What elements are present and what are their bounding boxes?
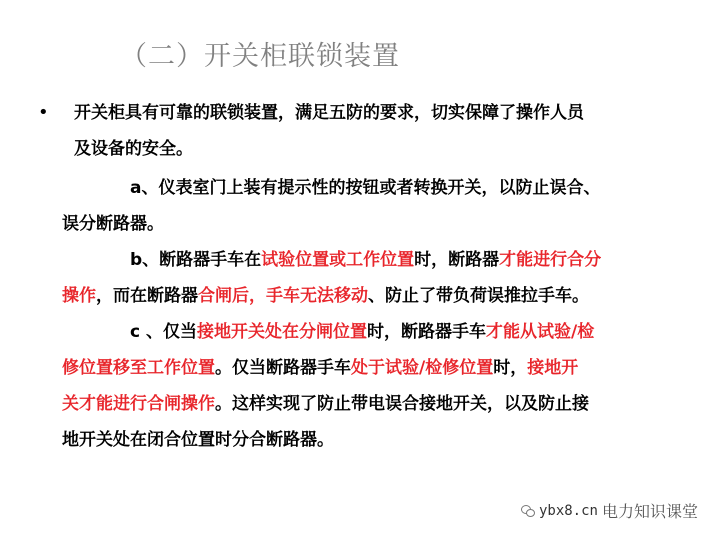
highlight-text: 修位置移至工作位置	[62, 358, 215, 378]
highlight-text: 才能从试验/检	[486, 322, 595, 342]
text-run: c 、仅当	[130, 322, 197, 342]
wechat-icon	[521, 505, 535, 517]
text-run: b、断路器手车在	[130, 250, 262, 270]
item-a-line-2: 误分断路器。	[62, 214, 164, 234]
highlight-text: 操作	[62, 286, 96, 306]
text-run: 时，断路器	[414, 250, 500, 270]
item-c-line-1	[130, 314, 594, 350]
intro-line-2: 及设备的安全。	[74, 139, 193, 159]
text-run: 、防止了带负荷误推拉手车。	[368, 286, 589, 306]
item-c-line-4: 地开关处在闭合位置时分合断路器。	[62, 430, 334, 450]
highlight-text: 接地开	[527, 358, 579, 378]
item-b-line-1	[130, 242, 601, 278]
highlight-text: 合闸后，手车无法移动	[198, 286, 368, 306]
site-label: ybx8.cn	[538, 502, 598, 519]
item-b-line-2	[62, 278, 589, 314]
watermark	[521, 499, 698, 522]
text-run: 时，断路器手车	[367, 322, 486, 342]
highlight-text: 接地开关处在分闸位置	[197, 322, 367, 342]
highlight-text: 关才能进行合闸操作	[62, 394, 215, 414]
item-c-line-3	[62, 386, 589, 422]
item-c-line-2	[62, 350, 578, 386]
page-title: （二）开关柜联锁装置	[120, 41, 400, 72]
highlight-text: 才能进行合分	[499, 250, 602, 270]
highlight-text: 处于试验/检修位置	[351, 358, 494, 378]
text-run: ，而在断路器	[96, 286, 198, 306]
brand-label: 电力知识课堂	[601, 502, 698, 521]
text-run: 。这样实现了防止带电误合接地开关，以及防止接	[215, 394, 589, 414]
intro-line-1: 开关柜具有可靠的联锁装置，满足五防的要求，切实保障了操作人员	[74, 103, 584, 123]
text-run: 。仅当断路器手车	[215, 358, 351, 378]
text-run: 时，	[493, 358, 528, 378]
highlight-text: 试验位置或工作位置	[261, 250, 415, 270]
bullet-icon: •	[38, 102, 49, 123]
item-a-line-1: a、仪表室门上装有提示性的按钮或者转换开关，以防止误合、	[130, 178, 601, 198]
